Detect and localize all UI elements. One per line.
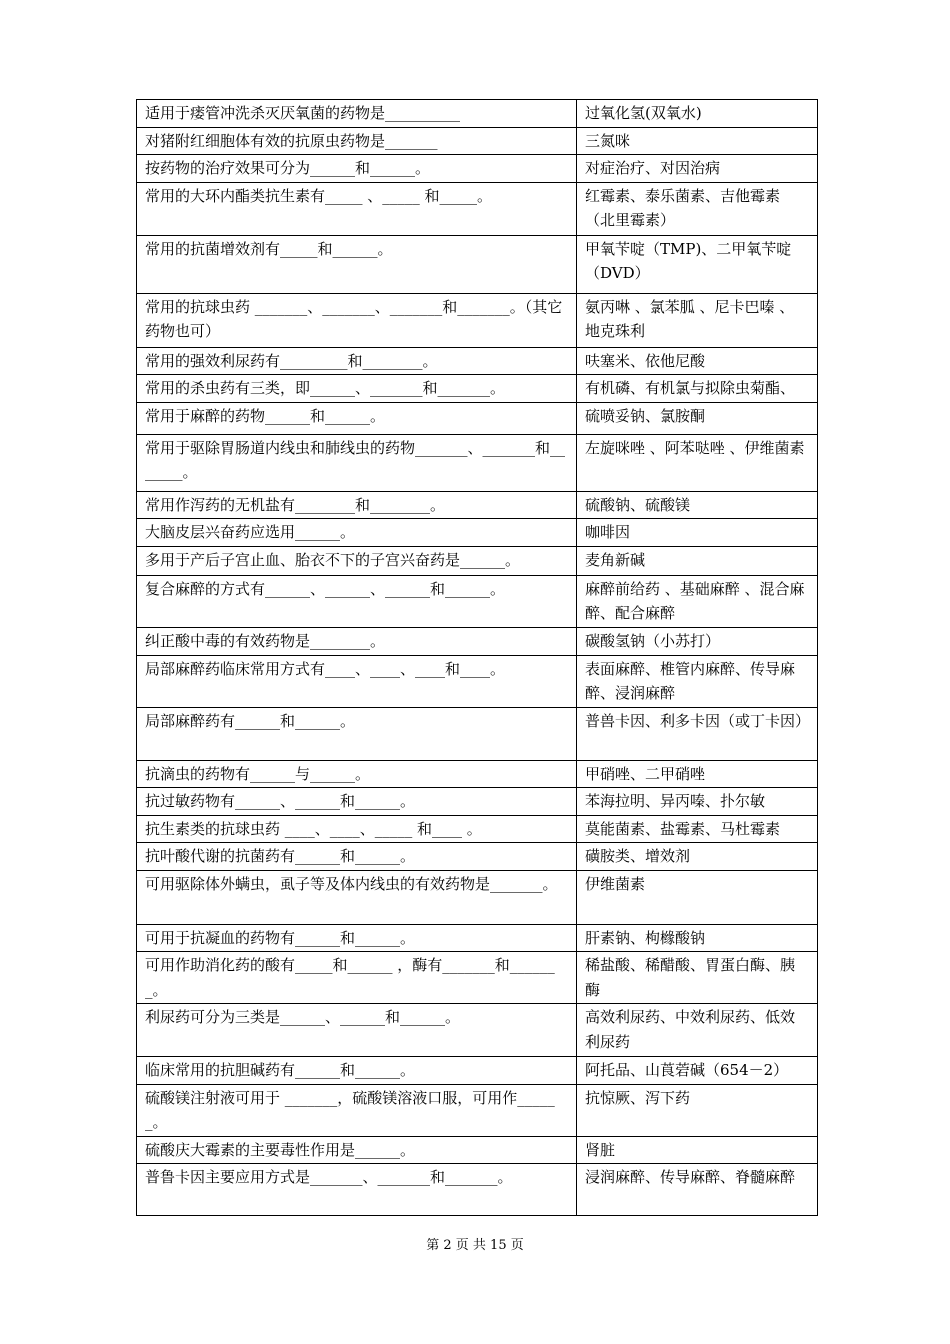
question-cell: 常用于麻醉的药物______和______。	[137, 402, 577, 434]
table-row	[137, 182, 818, 235]
answer-cell: 甲硝唑、二甲硝唑	[577, 760, 818, 788]
answer-cell: 抗惊厥、泻下药	[577, 1084, 818, 1136]
answer-cell: 甲氧苄啶（TMP)、二甲氧苄啶（DVD）	[577, 235, 818, 293]
answer-cell: 碳酸氢钠（小苏打）	[577, 627, 818, 655]
answer-cell: 有机磷、有机氯与拟除虫菊酯、	[577, 375, 818, 403]
table-row	[137, 546, 818, 575]
question-cell: 抗生素类的抗球虫药 ____、____、_____ 和____ 。	[137, 815, 577, 843]
answer-cell: 三氮咪	[577, 127, 818, 155]
answer-cell: 莫能菌素、盐霉素、马杜霉素	[577, 815, 818, 843]
question-cell: 按药物的治疗效果可分为______和______。	[137, 155, 577, 183]
question-cell: 常用于驱除胃肠道内线虫和肺线虫的药物_______、_______和_______。	[137, 434, 577, 491]
table-row	[137, 293, 818, 347]
table-row	[137, 707, 818, 760]
table-row	[137, 434, 818, 491]
answer-cell: 麦角新碱	[577, 546, 818, 575]
qa-table-body	[137, 100, 818, 1216]
answer-cell: 咖啡因	[577, 519, 818, 547]
page-footer: 第 2 页 共 15 页	[426, 1238, 524, 1253]
table-row	[137, 1164, 818, 1216]
table-row	[137, 235, 818, 293]
question-cell: 硫酸镁注射液可用于 _______，硫酸镁溶液口服，可用作______。	[137, 1084, 577, 1136]
table-row	[137, 402, 818, 434]
question-cell: 适用于瘘管冲洗杀灭厌氧菌的药物是__________	[137, 100, 577, 128]
table-row	[137, 519, 818, 547]
question-cell: 抗滴虫的药物有______与______。	[137, 760, 577, 788]
table-row	[137, 843, 818, 871]
answer-cell: 氨丙啉 、氯苯胍 、尼卡巴嗪 、地克珠利	[577, 293, 818, 347]
question-cell: 常用的抗菌增效剂有_____和______。	[137, 235, 577, 293]
answer-cell: 伊维菌素	[577, 870, 818, 924]
table-row	[137, 655, 818, 707]
table-row	[137, 1004, 818, 1057]
answer-cell: 磺胺类、增效剂	[577, 843, 818, 871]
question-cell: 常用作泻药的无机盐有________和________。	[137, 491, 577, 519]
table-row	[137, 952, 818, 1004]
answer-cell: 高效利尿药、中效利尿药、低效利尿药	[577, 1004, 818, 1057]
table-row	[137, 760, 818, 788]
answer-cell: 过氧化氢(双氧水)	[577, 100, 818, 128]
question-cell: 硫酸庆大霉素的主要毒性作用是______。	[137, 1136, 577, 1164]
table-row	[137, 1136, 818, 1164]
question-cell: 抗过敏药物有______、______和______。	[137, 788, 577, 816]
question-cell: 局部麻醉药临床常用方式有____、____、____和____。	[137, 655, 577, 707]
question-cell: 纠正酸中毒的有效药物是________。	[137, 627, 577, 655]
table-row	[137, 788, 818, 816]
question-cell: 对猪附红细胞体有效的抗原虫药物是_______	[137, 127, 577, 155]
question-cell: 常用的抗球虫药 _______、_______、_______和_______。（其它药物也可）	[137, 293, 577, 347]
question-cell: 局部麻醉药有______和______。	[137, 707, 577, 760]
table-row	[137, 347, 818, 375]
answer-cell: 硫喷妥钠、氯胺酮	[577, 402, 818, 434]
table-row	[137, 870, 818, 924]
table-row	[137, 375, 818, 403]
table-row	[137, 155, 818, 183]
question-cell: 可用驱除体外螨虫，虱子等及体内线虫的有效药物是_______。	[137, 870, 577, 924]
table-row	[137, 1084, 818, 1136]
answer-cell: 普兽卡因、利多卡因（或丁卡因）	[577, 707, 818, 760]
question-cell: 临床常用的抗胆碱药有______和______。	[137, 1057, 577, 1085]
answer-cell: 对症治疗、对因治病	[577, 155, 818, 183]
question-cell: 常用的大环内酯类抗生素有_____ 、_____ 和_____。	[137, 182, 577, 235]
table-row	[137, 815, 818, 843]
question-cell: 利尿药可分为三类是______、______和______。	[137, 1004, 577, 1057]
answer-cell: 红霉素、泰乐菌素、吉他霉素（北里霉素）	[577, 182, 818, 235]
answer-cell: 阿托品、山莨菪碱（654－2）	[577, 1057, 818, 1085]
answer-cell: 麻醉前给药 、基础麻醉 、混合麻醉、配合麻醉	[577, 575, 818, 627]
answer-cell: 表面麻醉、椎管内麻醉、传导麻醉、浸润麻醉	[577, 655, 818, 707]
question-cell: 常用的强效利尿药有_________和________。	[137, 347, 577, 375]
question-cell: 可用于抗凝血的药物有______和______。	[137, 924, 577, 952]
question-cell: 抗叶酸代谢的抗菌药有______和______。	[137, 843, 577, 871]
question-cell: 复合麻醉的方式有______、______、______和______。	[137, 575, 577, 627]
answer-cell: 苯海拉明、异丙嗪、扑尔敏	[577, 788, 818, 816]
question-cell: 可用作助消化药的酸有_____和______ ，酶有_______和_______。	[137, 952, 577, 1004]
question-cell: 多用于产后子宫止血、胎衣不下的子宫兴奋药是______。	[137, 546, 577, 575]
answer-cell: 浸润麻醉、传导麻醉、脊髓麻醉	[577, 1164, 818, 1216]
table-row	[137, 627, 818, 655]
answer-cell: 肾脏	[577, 1136, 818, 1164]
table-row	[137, 575, 818, 627]
table-row	[137, 491, 818, 519]
question-cell: 常用的杀虫药有三类，即______、_______和_______。	[137, 375, 577, 403]
qa-table	[136, 99, 818, 1216]
question-cell: 普鲁卡因主要应用方式是_______、_______和_______。	[137, 1164, 577, 1216]
question-cell: 大脑皮层兴奋药应选用______。	[137, 519, 577, 547]
answer-cell: 肝素钠、枸橼酸钠	[577, 924, 818, 952]
answer-cell: 左旋咪唑 、阿苯哒唑 、伊维菌素	[577, 434, 818, 491]
answer-cell: 稀盐酸、稀醋酸、胃蛋白酶、胰酶	[577, 952, 818, 1004]
table-row	[137, 1057, 818, 1085]
table-row	[137, 924, 818, 952]
answer-cell: 呋塞米、依他尼酸	[577, 347, 818, 375]
table-row	[137, 127, 818, 155]
answer-cell: 硫酸钠、硫酸镁	[577, 491, 818, 519]
table-row	[137, 100, 818, 128]
